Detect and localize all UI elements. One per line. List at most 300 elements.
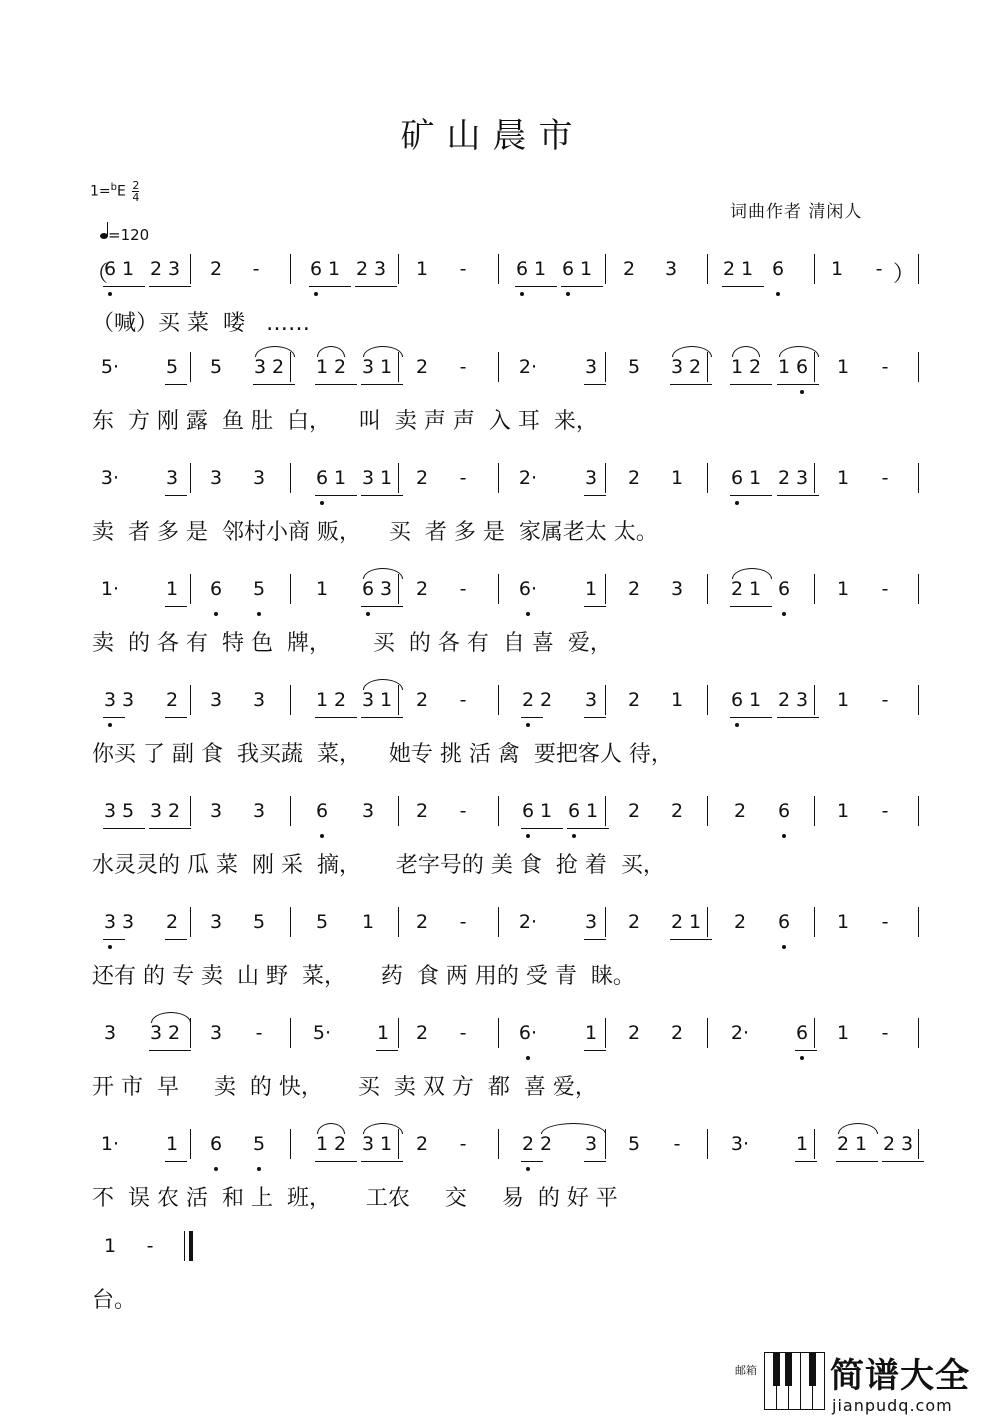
eighth-underline: [722, 286, 764, 287]
bar-line: [190, 352, 191, 382]
note: 1: [795, 1133, 809, 1155]
note: 2: [882, 1133, 896, 1155]
bar-line: [398, 907, 399, 937]
note: 2: [149, 258, 163, 280]
note: -: [881, 911, 889, 933]
note: 1·: [100, 1133, 120, 1155]
note: 3·: [730, 1133, 750, 1155]
bar-line: [814, 1018, 815, 1048]
watermark-sub: 邮箱: [735, 1364, 757, 1377]
bar-line: [290, 352, 291, 382]
note: 3: [664, 258, 678, 280]
bar-line: [707, 796, 708, 826]
note: 1: [830, 258, 844, 280]
lyric-line: 水灵灵的 瓜 菜 刚 采 摘， 老字号的 美 食 抢 着 买，: [92, 853, 665, 878]
note: 3: [149, 1022, 163, 1044]
eighth-underline: [149, 828, 191, 829]
note: 1: [333, 467, 347, 489]
note: 1: [121, 258, 135, 280]
note: 3: [361, 689, 375, 711]
eighth-underline: [165, 939, 187, 940]
lower-octave-dot: [566, 292, 570, 296]
eighth-underline: [149, 1050, 191, 1051]
bar-line: [190, 907, 191, 937]
eighth-underline: [361, 606, 403, 607]
eighth-underline: [795, 1161, 817, 1162]
bar-line: [498, 907, 499, 937]
slur-arc: [363, 568, 403, 579]
watermark-brand: 简谱大全: [830, 1356, 970, 1396]
note: -: [459, 467, 467, 489]
slur-arc: [838, 1123, 878, 1134]
slur-arc: [672, 346, 712, 357]
note: 1: [379, 1133, 393, 1155]
lower-octave-dot: [320, 501, 324, 505]
bar-line: [918, 685, 919, 715]
note: 5: [315, 911, 329, 933]
note: 6: [103, 258, 117, 280]
note: 3: [670, 578, 684, 600]
note: 2: [748, 356, 762, 378]
lower-octave-dot: [366, 612, 370, 616]
bar-line: [918, 463, 919, 493]
bar-line: [707, 1129, 708, 1159]
note: 6: [730, 467, 744, 489]
bar-line: [707, 907, 708, 937]
bar-line: [707, 574, 708, 604]
eighth-underline: [515, 286, 557, 287]
bar-line: [190, 1129, 191, 1159]
eighth-underline: [584, 384, 606, 385]
eighth-underline: [836, 1161, 878, 1162]
note: 1: [165, 578, 179, 600]
note: 2: [627, 467, 641, 489]
bar-line: [918, 1018, 919, 1048]
lower-octave-dot: [526, 1167, 530, 1171]
note: 2: [167, 1022, 181, 1044]
lower-octave-dot: [214, 612, 218, 616]
eighth-underline: [315, 717, 357, 718]
eighth-underline: [730, 495, 772, 496]
bar-line: [398, 352, 399, 382]
note: 2: [415, 800, 429, 822]
note: 1: [315, 1133, 329, 1155]
eighth-underline: [103, 939, 125, 940]
note: 5: [121, 800, 135, 822]
note: 2: [167, 800, 181, 822]
bar-line: [398, 796, 399, 826]
lyric-line: 东 方 刚 露 鱼 肚 白， 叫 卖 声 声 入 耳 来，: [92, 409, 598, 434]
note: 3: [209, 467, 223, 489]
bar-line: [290, 1129, 291, 1159]
eighth-underline: [521, 1161, 543, 1162]
bar-line: [498, 352, 499, 382]
note: 2: [733, 911, 747, 933]
note: 5·: [312, 1022, 332, 1044]
bar-line: [190, 685, 191, 715]
note: 1: [103, 1235, 117, 1257]
note: 1·: [100, 578, 120, 600]
note: 1: [327, 258, 341, 280]
lower-octave-dot: [108, 723, 112, 727]
note: 2: [627, 1022, 641, 1044]
eighth-underline: [149, 286, 191, 287]
bar-line: [498, 574, 499, 604]
watermark-url: jianpudq.com: [832, 1396, 953, 1415]
bar-line: [814, 685, 815, 715]
note: 1: [836, 689, 850, 711]
eighth-underline: [165, 1161, 187, 1162]
note: 3: [670, 356, 684, 378]
bar-line: [605, 796, 606, 826]
bar-line: [918, 907, 919, 937]
bar-line: [190, 1018, 191, 1048]
note: -: [459, 689, 467, 711]
note: 2: [415, 356, 429, 378]
note: 3: [121, 689, 135, 711]
note: 2: [777, 467, 791, 489]
eighth-underline: [361, 717, 403, 718]
note: 1: [533, 258, 547, 280]
eighth-underline: [670, 384, 712, 385]
note: 5: [252, 1133, 266, 1155]
bar-line: [707, 1018, 708, 1048]
note: 3: [121, 911, 135, 933]
note: 3: [795, 467, 809, 489]
eighth-underline: [561, 286, 603, 287]
note: 3: [252, 800, 266, 822]
bar-line: [707, 352, 708, 382]
note: 5: [627, 1133, 641, 1155]
lower-octave-dot: [526, 1056, 530, 1060]
note: 1: [379, 356, 393, 378]
note: 3: [584, 1133, 598, 1155]
eighth-underline: [584, 939, 606, 940]
eighth-underline: [103, 717, 125, 718]
note: 2: [521, 689, 535, 711]
note: 2: [627, 800, 641, 822]
note: 3: [103, 1022, 117, 1044]
note: 2: [622, 258, 636, 280]
note: 1: [836, 800, 850, 822]
note: 3: [584, 467, 598, 489]
note: 3·: [100, 467, 120, 489]
note: 5: [627, 356, 641, 378]
note: 1: [730, 356, 744, 378]
note: 2: [627, 578, 641, 600]
note: -: [459, 911, 467, 933]
note: 1: [584, 1022, 598, 1044]
bar-line: [498, 796, 499, 826]
note: 2: [333, 689, 347, 711]
lower-octave-dot: [735, 723, 739, 727]
bar-line: [605, 574, 606, 604]
note: 3: [209, 1022, 223, 1044]
time-signature: $\frac{2}{4}$: [132, 179, 140, 204]
lower-octave-dot: [108, 945, 112, 949]
lower-octave-dot: [526, 723, 530, 727]
note: 2: [627, 689, 641, 711]
note: 6: [521, 800, 535, 822]
note: 1: [585, 800, 599, 822]
bar-line: [605, 254, 606, 284]
slur-arc: [255, 346, 295, 357]
note: -: [252, 258, 260, 280]
note: 2: [415, 467, 429, 489]
note: 2: [730, 578, 744, 600]
note: 6: [361, 578, 375, 600]
note: 6: [795, 1022, 809, 1044]
note: 2·: [518, 467, 538, 489]
note: 2: [670, 1022, 684, 1044]
note: 6: [795, 356, 809, 378]
lower-octave-dot: [782, 945, 786, 949]
slur-arc: [317, 1123, 345, 1134]
note: 2·: [730, 1022, 750, 1044]
note: 1: [836, 578, 850, 600]
close-paren: ）: [893, 262, 916, 287]
note: 2: [333, 1133, 347, 1155]
note: 3: [361, 356, 375, 378]
bar-line: [290, 907, 291, 937]
note: -: [881, 578, 889, 600]
bar-line: [398, 1018, 399, 1048]
note: 6: [777, 578, 791, 600]
note: 2: [165, 911, 179, 933]
note: 1: [315, 689, 329, 711]
bar-line: [398, 463, 399, 493]
note: 3: [209, 689, 223, 711]
note: 3: [149, 800, 163, 822]
note: 2: [271, 356, 285, 378]
bar-line: [707, 463, 708, 493]
bar-line: [398, 574, 399, 604]
bar-line: [707, 685, 708, 715]
note: 3: [584, 911, 598, 933]
note: 2: [415, 911, 429, 933]
note: 6: [515, 258, 529, 280]
bar-line: [605, 352, 606, 382]
note: 6: [730, 689, 744, 711]
note: -: [881, 356, 889, 378]
eighth-underline: [315, 495, 357, 496]
bar-line: [190, 254, 191, 284]
note: 2: [777, 689, 791, 711]
tempo-marking: =120: [100, 222, 149, 244]
slur-arc: [541, 1123, 606, 1134]
lyric-line: 卖 的 各 有 特 色 牌， 买 的 各 有 自 喜 爱，: [92, 631, 612, 656]
note: 3: [795, 689, 809, 711]
quarter-note-icon: [100, 222, 108, 240]
song-title: 矿山晨市: [400, 116, 585, 156]
note: 3: [373, 258, 387, 280]
bar-line: [605, 907, 606, 937]
note: 1: [688, 911, 702, 933]
note: 2: [333, 356, 347, 378]
note: -: [673, 1133, 681, 1155]
bar-line: [190, 574, 191, 604]
slur-arc: [317, 346, 345, 357]
note: 6: [777, 800, 791, 822]
bar-line: [398, 1129, 399, 1159]
note: 1: [854, 1133, 868, 1155]
lower-octave-dot: [257, 1167, 261, 1171]
note: 3: [361, 800, 375, 822]
eighth-underline: [315, 384, 357, 385]
note: 1: [836, 911, 850, 933]
note: -: [875, 258, 883, 280]
eighth-underline: [355, 286, 397, 287]
eighth-underline: [253, 384, 295, 385]
eighth-underline: [567, 828, 609, 829]
note: 1: [748, 689, 762, 711]
eighth-underline: [584, 606, 606, 607]
eighth-underline: [521, 717, 543, 718]
lower-octave-dot: [782, 612, 786, 616]
lower-octave-dot: [526, 612, 530, 616]
note: 3: [252, 467, 266, 489]
lower-octave-dot: [800, 390, 804, 394]
slur-arc: [363, 346, 403, 357]
bar-line: [290, 254, 291, 284]
note: 6: [309, 258, 323, 280]
bar-line: [398, 254, 399, 284]
bar-line: [498, 1018, 499, 1048]
note: 1: [579, 258, 593, 280]
eighth-underline: [165, 384, 187, 385]
bar-line: [605, 463, 606, 493]
piano-keys-icon: [764, 1352, 826, 1410]
bar-line: [918, 1129, 919, 1159]
lower-octave-dot: [520, 292, 524, 296]
note: 2: [165, 689, 179, 711]
eighth-underline: [777, 495, 819, 496]
lower-octave-dot: [320, 834, 324, 838]
note: 6: [567, 800, 581, 822]
eighth-underline: [361, 384, 403, 385]
eighth-underline: [730, 606, 772, 607]
note: -: [146, 1235, 154, 1257]
note: 3: [103, 911, 117, 933]
note: 2: [627, 911, 641, 933]
note: 1: [836, 467, 850, 489]
note: 1: [165, 1133, 179, 1155]
note: -: [255, 1022, 263, 1044]
slur-arc: [779, 346, 819, 357]
bar-line: [498, 1129, 499, 1159]
bar-line: [190, 463, 191, 493]
note: 1: [836, 356, 850, 378]
note: 1: [539, 800, 553, 822]
note: 2: [355, 258, 369, 280]
note: 2: [539, 1133, 553, 1155]
note: 1: [315, 578, 329, 600]
final-bar-line: [189, 1231, 193, 1261]
eighth-underline: [730, 384, 772, 385]
bar-line: [918, 574, 919, 604]
note: 2: [688, 356, 702, 378]
note: 3: [209, 800, 223, 822]
note: 3: [167, 258, 181, 280]
bar-line: [814, 463, 815, 493]
note: 1: [415, 258, 429, 280]
eighth-underline: [103, 286, 145, 287]
bar-line: [918, 796, 919, 826]
bar-line: [290, 1018, 291, 1048]
bar-line: [605, 685, 606, 715]
lower-octave-dot: [735, 501, 739, 505]
note: 5·: [100, 356, 120, 378]
eighth-underline: [730, 717, 772, 718]
bar-line: [398, 685, 399, 715]
eighth-underline: [584, 717, 606, 718]
note: 3: [103, 800, 117, 822]
lyric-line: 还有 的 专 卖 山 野 菜， 药 食 两 用的 受 青 睐。: [92, 964, 635, 989]
note: 2: [670, 911, 684, 933]
bar-line: [814, 907, 815, 937]
lower-octave-dot: [108, 292, 112, 296]
note: 2: [836, 1133, 850, 1155]
author-credit: 词曲作者 清闲人: [730, 202, 863, 222]
note: 6: [315, 467, 329, 489]
note: -: [459, 1133, 467, 1155]
lower-octave-dot: [526, 834, 530, 838]
bar-line: [814, 574, 815, 604]
note: -: [881, 689, 889, 711]
bar-line: [814, 1129, 815, 1159]
note: 6: [209, 1133, 223, 1155]
note: 6: [209, 578, 223, 600]
bar-line: [190, 796, 191, 826]
note: 2: [415, 1022, 429, 1044]
note: 5: [165, 356, 179, 378]
note: 2: [521, 1133, 535, 1155]
note: 5: [252, 578, 266, 600]
note: 1: [584, 578, 598, 600]
note: 6: [777, 911, 791, 933]
note: -: [459, 800, 467, 822]
eighth-underline: [315, 1161, 357, 1162]
note: 3: [209, 911, 223, 933]
note: 3: [379, 578, 393, 600]
note: 1: [836, 1022, 850, 1044]
note: 6: [771, 258, 785, 280]
note: 2: [722, 258, 736, 280]
slur-arc: [732, 568, 772, 579]
eighth-underline: [376, 1050, 398, 1051]
bar-line: [184, 1231, 185, 1261]
lyric-line: 不 误 农 活 和 上 班， 工农 交 易 的 好 平: [92, 1186, 618, 1211]
eighth-underline: [584, 1161, 606, 1162]
note: 6·: [518, 1022, 538, 1044]
note: 3: [165, 467, 179, 489]
note: -: [459, 356, 467, 378]
key-signature: 1=$^b$E $\frac{2}{4}$: [90, 179, 140, 204]
bar-line: [814, 796, 815, 826]
eighth-underline: [309, 286, 351, 287]
note: 5: [252, 911, 266, 933]
note: 3: [103, 689, 117, 711]
eighth-underline: [670, 939, 712, 940]
eighth-underline: [777, 717, 819, 718]
note: 6: [561, 258, 575, 280]
note: 1: [376, 1022, 390, 1044]
lower-octave-dot: [257, 612, 261, 616]
note: 2·: [518, 356, 538, 378]
note: 2: [415, 578, 429, 600]
note: -: [459, 1022, 467, 1044]
eighth-underline: [103, 828, 145, 829]
